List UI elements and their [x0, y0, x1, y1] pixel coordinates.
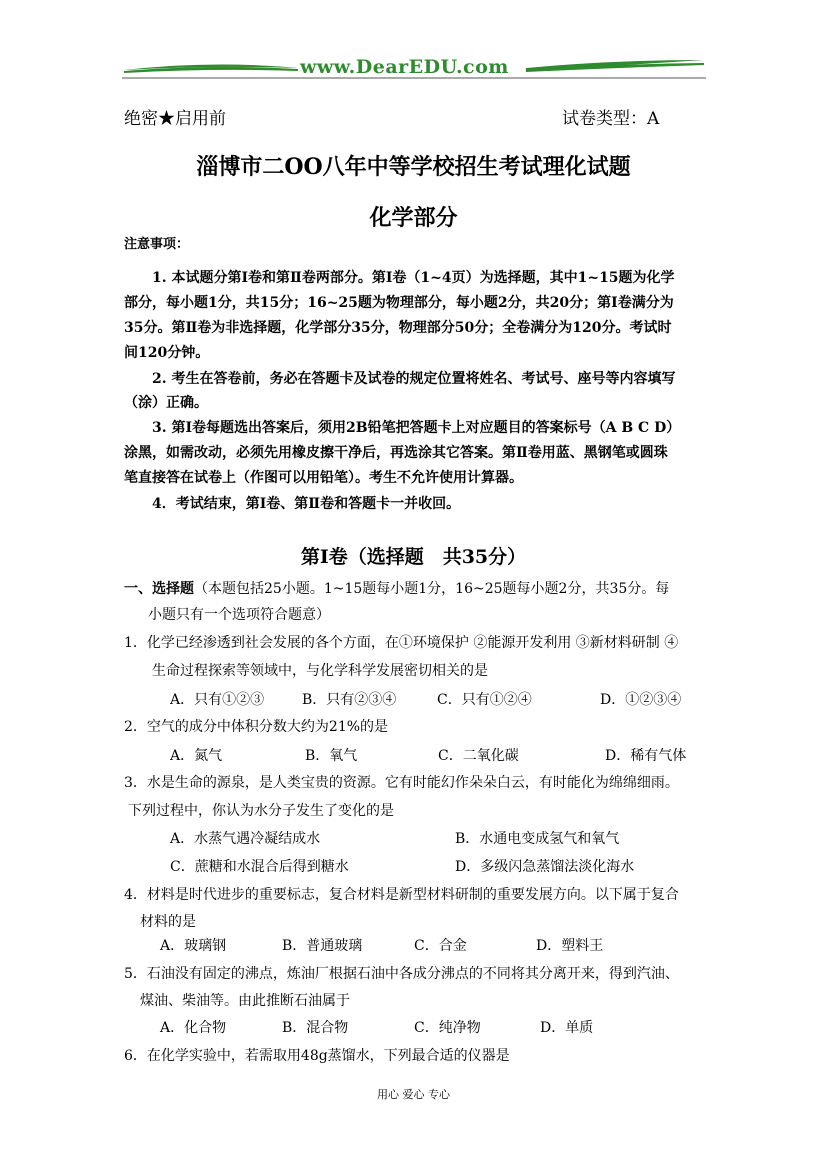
question-2-option-a[interactable]: A．氮气 — [170, 748, 223, 764]
question-5-stem: 5．石油没有固定的沸点，炼油厂根据石油中各成分沸点的不同将其分离开来，得到汽油、 — [124, 966, 679, 982]
question-3-option-d[interactable]: D．多级闪急蒸馏法淡化海水 — [455, 859, 635, 875]
question-4-stem: 4．材料是时代进步的重要标志，复合材料是新型材料研制的重要发展方向。以下属于复合 — [124, 887, 679, 903]
notice-line: 部分，每小题1分，共15分；16~25题为物理部分，每小题2分，共20分；第Ⅰ卷满分为 — [124, 295, 674, 311]
question-6-stem: 6．在化学实验中，若需取用48g蒸馏水，下列最合适的仪器是 — [124, 1048, 510, 1064]
notice-line: 2. 考生在答卷前，务必在答题卡及试卷的规定位置将姓名、考试号、座号等内容填写 — [152, 371, 676, 387]
paper-type-label: 试卷类型：A — [562, 109, 660, 129]
question-4-option-c[interactable]: C．合金 — [414, 938, 467, 954]
exam-subtitle: 化学部分 — [369, 205, 458, 231]
question-1-option-b[interactable]: B．只有②③④ — [302, 692, 397, 708]
exam-title: 淄博市二OO八年中等学校招生考试理化试题 — [196, 154, 631, 180]
question-5-option-d[interactable]: D．单质 — [540, 1020, 594, 1036]
question-3-stem: 3．水是生命的源泉，是人类宝贵的资源。它有时能幻作朵朵白云，有时能化为绵绵细雨。 — [124, 775, 679, 791]
question-1-option-d[interactable]: D．①②③④ — [600, 692, 682, 708]
notice-line: 4．考试结束，第Ⅰ卷、第Ⅱ卷和答题卡一并收回。 — [152, 496, 461, 512]
question-1-option-a[interactable]: A．只有①②③ — [170, 692, 265, 708]
section-heading: 第Ⅰ卷（选择题 共35分） — [300, 546, 527, 568]
question-5-option-b[interactable]: B．混合物 — [282, 1020, 349, 1036]
notice-line: 3. 第Ⅰ卷每题选出答案后，须用2B铅笔把答题卡上对应题目的答案标号（A B C D） — [152, 420, 681, 436]
question-3-option-a[interactable]: A．水蒸气遇冷凝结成水 — [170, 831, 321, 847]
notice-line: 35分。第Ⅱ卷为非选择题，化学部分35分，物理部分50分；全卷满分为120分。考试时 — [124, 320, 672, 336]
site-url[interactable]: www.DearEDU.com — [300, 56, 509, 78]
question-1-option-c[interactable]: C．只有①②④ — [437, 692, 532, 708]
notice-line: 间120分钟。 — [124, 345, 210, 361]
question-3-option-b[interactable]: B．水通电变成氢气和氧气 — [455, 831, 620, 847]
question-1-stem-cont: 生命过程探索等领域中，与化学科学发展密切相关的是 — [152, 663, 488, 679]
part-description: （本题包括25小题。1~15题每小题1分，16~25题每小题2分，共35分。每 — [194, 581, 670, 597]
part-header — [124, 578, 669, 598]
question-2-stem: 2．空气的成分中体积分数大约为21%的是 — [124, 719, 389, 735]
question-4-option-b[interactable]: B．普通玻璃 — [282, 938, 363, 954]
question-1-stem: 1．化学已经渗透到社会发展的各个方面，在①环境保护 ②能源开发利用 ③新材料研制 ④ — [124, 635, 679, 651]
notice-line: （涂）正确。 — [124, 395, 208, 411]
question-4-stem-cont: 材料的是 — [140, 914, 196, 930]
question-5-stem-cont: 煤油、柴油等。由此推断石油属于 — [140, 993, 350, 1009]
notice-line: 涂黑，如需改动，必须先用橡皮擦干净后，再选涂其它答案。第Ⅱ卷用蓝、黑钢笔或圆珠 — [124, 445, 668, 461]
notice-line: 笔直接答在试卷上（作图可以用铅笔）。考生不允许使用计算器。 — [124, 470, 523, 486]
page-footer: 用心 爱心 专心 — [377, 1088, 450, 1101]
question-5-option-c[interactable]: C．纯净物 — [414, 1020, 481, 1036]
part-label: 一、选择题 — [124, 581, 194, 597]
confidential-label: 绝密★启用前 — [124, 109, 226, 129]
question-3-stem-cont: 下列过程中，你认为水分子发生了变化的是 — [128, 803, 394, 819]
question-4-option-d[interactable]: D．塑料王 — [536, 938, 604, 954]
question-2-option-d[interactable]: D．稀有气体 — [605, 748, 687, 764]
question-2-option-b[interactable]: B．氧气 — [305, 748, 358, 764]
question-4-option-a[interactable]: A．玻璃钢 — [160, 938, 227, 954]
notice-heading: 注意事项： — [124, 237, 190, 252]
question-5-option-a[interactable]: A．化合物 — [160, 1020, 227, 1036]
question-2-option-c[interactable]: C．二氧化碳 — [438, 748, 519, 764]
part-description-cont: 小题只有一个选项符合题意） — [148, 607, 330, 623]
notice-line: 1. 本试题分第Ⅰ卷和第Ⅱ卷两部分。第Ⅰ卷（1~4页）为选择题，其中1~15题为化学 — [152, 270, 675, 286]
question-3-option-c[interactable]: C．蔗糖和水混合后得到糖水 — [170, 859, 349, 875]
